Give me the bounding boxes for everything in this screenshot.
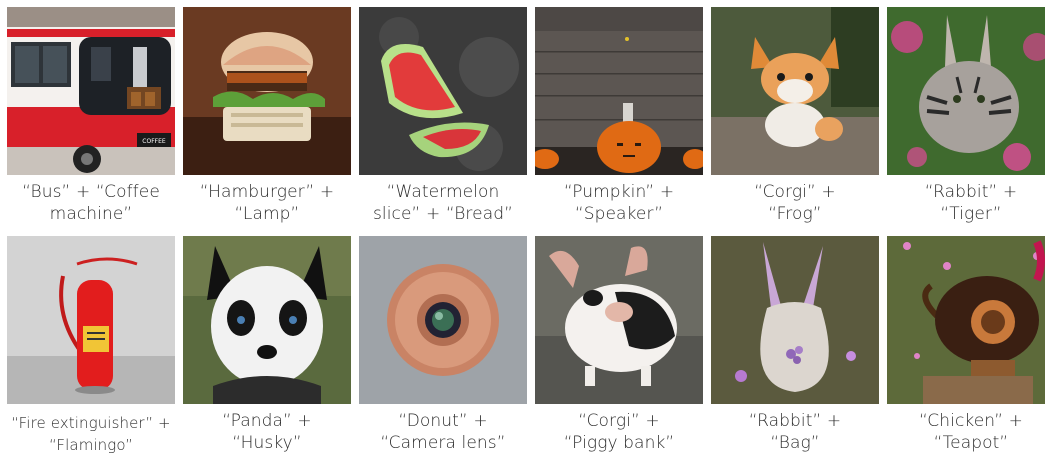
caption-line-2: “Frog” <box>768 204 822 224</box>
caption-line-2: machine” <box>49 204 133 224</box>
caption-rabbit-bag <box>703 410 887 454</box>
caption-watermelon-bread <box>351 181 535 225</box>
caption-panda-husky <box>175 410 359 454</box>
caption-line-1: “Pumpkin” + <box>563 182 675 202</box>
image-rabbit-bag <box>711 236 879 404</box>
image-rabbit-tiger <box>887 7 1045 175</box>
caption-line-1: “Rabbit” + <box>924 182 1018 202</box>
image-bus-coffee-machine <box>7 7 175 175</box>
caption-line-2: “Bag” <box>770 433 820 453</box>
caption-line-1: “Hamburger” + <box>199 182 335 202</box>
caption-chicken-teapot <box>879 410 1045 454</box>
coffee-sign-text: COFFEE <box>142 138 166 145</box>
image-corgi-frog <box>711 7 879 175</box>
caption-donut-lens <box>351 410 535 454</box>
caption-line-1: “Bus” + “Coffee <box>22 182 160 202</box>
caption-extinguisher-flamingo <box>0 412 183 456</box>
caption-line-2: “Speaker” <box>574 204 664 224</box>
caption-pumpkin-speaker <box>527 181 711 225</box>
image-donut-camera-lens <box>359 236 527 404</box>
image-corgi-piggy-bank <box>535 236 703 404</box>
caption-corgi-frog <box>703 181 887 225</box>
caption-line-2: “Tiger” <box>940 204 1002 224</box>
image-chicken-teapot <box>887 236 1045 404</box>
caption-hamburger-lamp <box>175 181 359 225</box>
caption-line-2: “Camera lens” <box>380 433 506 453</box>
caption-line-2: “Flamingo” <box>49 436 133 454</box>
caption-line-1: “Rabbit” + <box>748 411 842 431</box>
image-panda-husky <box>183 236 351 404</box>
image-watermelon-bread <box>359 7 527 175</box>
caption-rabbit-tiger <box>879 181 1045 225</box>
caption-line-1: “Fire extinguisher” + <box>11 414 171 432</box>
caption-line-1: “Chicken” + <box>918 411 1023 431</box>
caption-line-2: “Teapot” <box>933 433 1009 453</box>
caption-line-1: “Corgi” + <box>578 411 660 431</box>
image-hamburger-lamp <box>183 7 351 175</box>
caption-corgi-piggybank <box>527 410 711 454</box>
caption-line-2: “Lamp” <box>234 204 300 224</box>
caption-bus-coffee <box>0 181 183 225</box>
caption-line-1: “Panda” + <box>222 411 312 431</box>
caption-line-2: “Husky” <box>232 433 302 453</box>
caption-line-2: slice” + “Bread” <box>372 204 514 224</box>
image-fire-extinguisher-flamingo <box>7 236 175 404</box>
caption-line-2: “Piggy bank” <box>563 433 675 453</box>
caption-line-1: “Corgi” + <box>754 182 836 202</box>
caption-line-1: “Donut” + <box>398 411 488 431</box>
image-pumpkin-speaker <box>535 7 703 175</box>
caption-line-1: “Watermelon <box>386 182 500 202</box>
